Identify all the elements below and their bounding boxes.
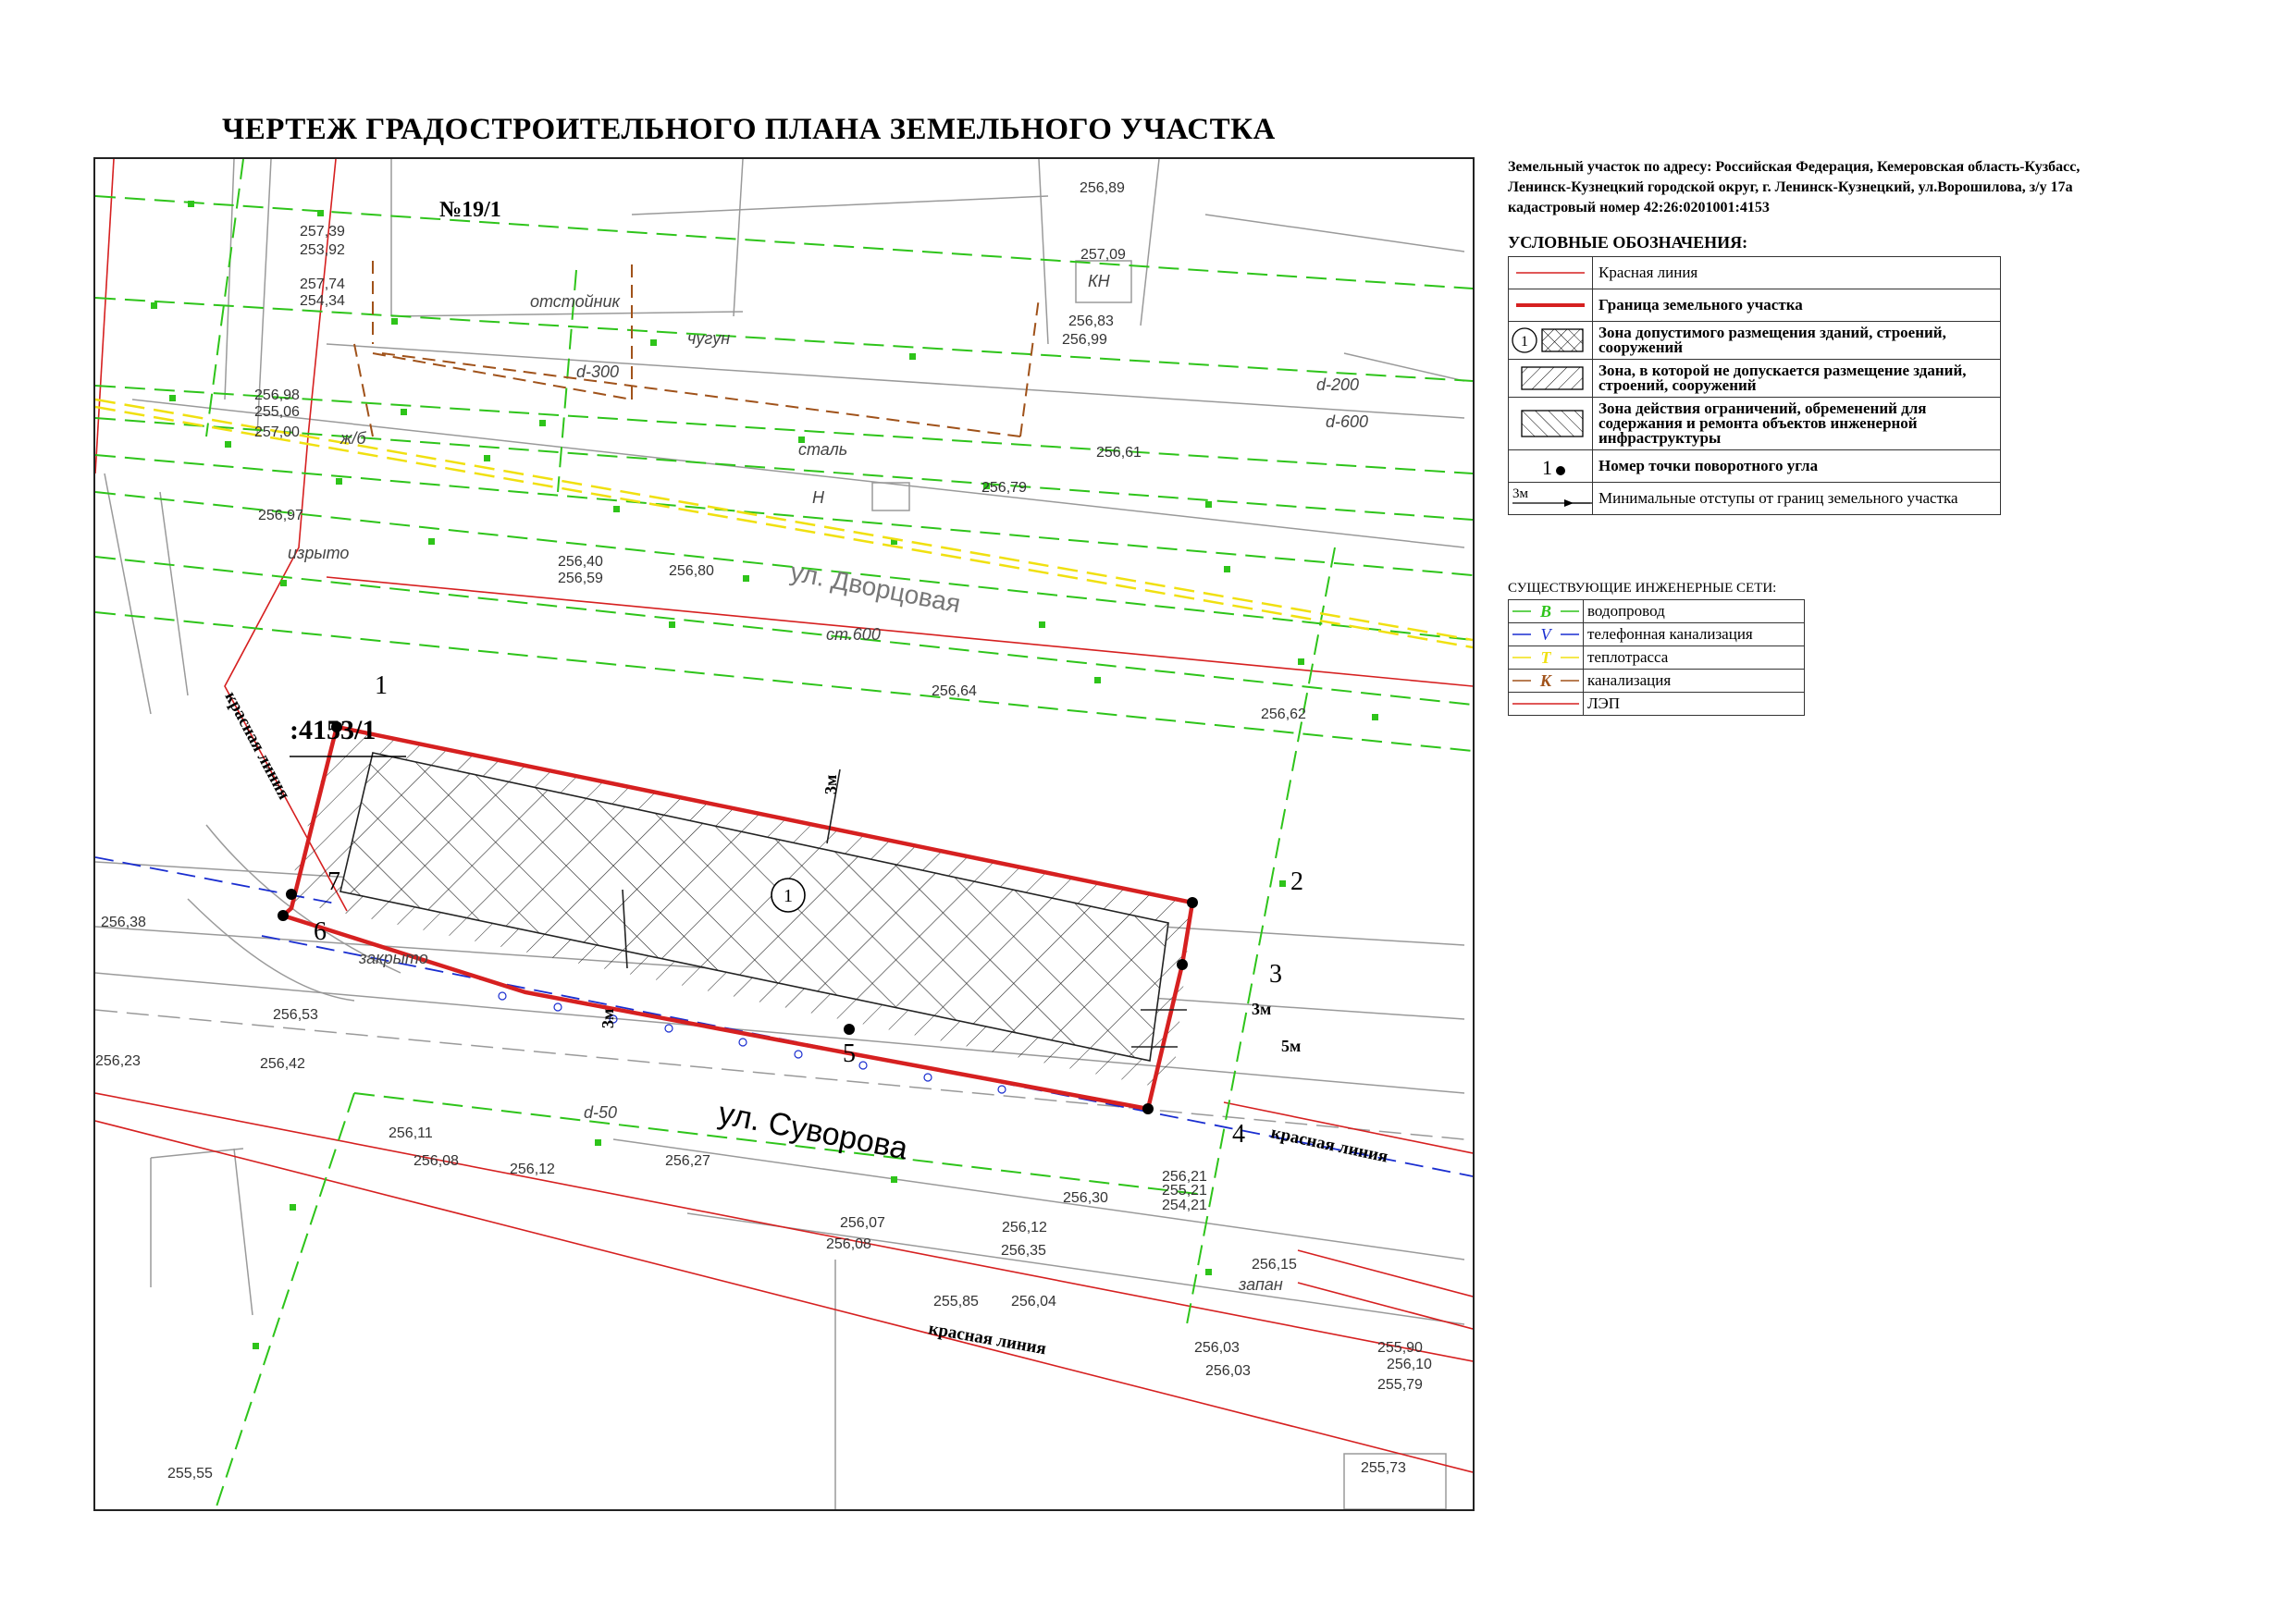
network-label: водопровод: [1584, 600, 1805, 623]
elevation: 256,04: [1011, 1294, 1056, 1309]
heat-lines: [95, 400, 1473, 647]
elevation: 256,23: [95, 1053, 141, 1069]
legend-table: [1508, 256, 2001, 515]
legend-row: [1509, 398, 2001, 450]
elevation: 255,85: [933, 1294, 979, 1309]
elevation: 256,10: [1387, 1357, 1432, 1372]
elevation: 255,21: [1162, 1183, 1207, 1199]
red-line-symbol: [1509, 257, 1593, 289]
note: изрыто: [288, 544, 350, 562]
elevation: 256,98: [254, 387, 300, 403]
point-label-6: 6: [314, 917, 327, 946]
point-label-5: 5: [843, 1039, 856, 1068]
elevation: 256,59: [558, 571, 603, 586]
networks-table: [1508, 599, 1805, 716]
setback-symbol: [1509, 483, 1593, 515]
elevation: 256,12: [510, 1162, 555, 1177]
network-label: канализация: [1584, 670, 1805, 693]
note: чугун: [687, 329, 731, 348]
page-title: ЧЕРТЕЖ ГРАДОСТРОИТЕЛЬНОГО ПЛАНА ЗЕМЕЛЬНОГО УЧАСТКА: [222, 113, 1276, 146]
elevation: 256,08: [826, 1236, 871, 1252]
elevation: 255,06: [254, 404, 300, 420]
legend-label: Красная линия: [1593, 257, 2001, 289]
elevation: 256,64: [932, 683, 977, 699]
networks-title: СУЩЕСТВУЮЩИЕ ИНЖЕНЕРНЫЕ СЕТИ:: [1508, 581, 1777, 596]
network-row: [1509, 600, 1805, 623]
point-label-3: 3: [1269, 960, 1282, 989]
elevation: 254,34: [300, 293, 345, 309]
elevation: 256,42: [260, 1056, 305, 1072]
note: сталь: [798, 440, 848, 459]
elevation: 256,15: [1252, 1257, 1297, 1273]
network-row: [1509, 646, 1805, 670]
setback-label-bottom: 3м: [599, 1008, 617, 1028]
zone-allowed: [340, 753, 1168, 1061]
elevation: 256,38: [101, 915, 146, 930]
plot-label: :4153/1: [290, 715, 376, 745]
allowed-zone-symbol: [1509, 322, 1593, 360]
elevation: 256,53: [273, 1007, 318, 1023]
legend-label: Граница земельного участка: [1593, 289, 2001, 322]
cadastral-map: [95, 159, 1473, 1509]
elevation: 256,83: [1068, 314, 1114, 329]
elevation: 256,11: [389, 1125, 433, 1141]
elevation: 256,03: [1205, 1363, 1251, 1379]
note: Н: [812, 488, 824, 507]
setback-label-corner: 5м: [1281, 1037, 1302, 1055]
legend-label: Минимальные отступы от границ земельного участка: [1593, 483, 2001, 515]
elevation: 256,08: [414, 1153, 459, 1169]
sewer-symbol: [1509, 670, 1584, 693]
parcel-address-line2: Ленинск-Кузнецкий городской округ, г. Ленинск-Кузнецкий, ул.Ворошилова, з/у 17а: [1508, 179, 2073, 195]
red-line-label-right: красная линия: [1268, 1123, 1390, 1167]
elevation: 254,21: [1162, 1198, 1207, 1213]
legend-row: [1509, 483, 2001, 515]
elevation: 256,35: [1001, 1243, 1046, 1259]
elevation: 256,07: [840, 1215, 885, 1231]
point-label-2: 2: [1290, 867, 1303, 896]
building-label: №19/1: [439, 198, 501, 222]
elevation: 256,62: [1261, 707, 1306, 722]
zone-badge-legend: 1: [1521, 334, 1528, 350]
elevation: 256,03: [1194, 1340, 1240, 1356]
setback-label-right: 3м: [1252, 1000, 1272, 1018]
elevation: 257,09: [1080, 247, 1126, 263]
street-dvortsovaya: ул. Дворцовая: [787, 557, 963, 619]
network-row: [1509, 623, 1805, 646]
elevation: 256,30: [1063, 1190, 1108, 1206]
red-line-label-bottom: красная линия: [927, 1319, 1048, 1359]
phone-letter: V: [1540, 625, 1551, 644]
point-label-1: 1: [375, 671, 388, 700]
elevation: 256,12: [1002, 1220, 1047, 1236]
note: ж/б: [340, 429, 366, 448]
water-letter: В: [1539, 602, 1552, 621]
elevation: 256,89: [1080, 180, 1125, 196]
legend-row: [1509, 450, 2001, 483]
network-label: ЛЭП: [1584, 693, 1805, 716]
elevation: 257,39: [300, 224, 345, 240]
setback-badge: 3м: [1512, 486, 1528, 501]
legend-row: [1509, 257, 2001, 289]
water-symbol: [1509, 600, 1584, 623]
elevation: 256,97: [258, 508, 303, 523]
heat-symbol: [1509, 646, 1584, 670]
elevation: 256,80: [669, 563, 714, 579]
heat-letter: Т: [1540, 648, 1551, 667]
note: ст.600: [826, 625, 881, 644]
legend-row: [1509, 360, 2001, 398]
power-line-symbol: [1509, 693, 1584, 716]
legend-label: Зона допустимого размещения зданий, строений, сооружений: [1593, 322, 2001, 360]
point-label-7: 7: [327, 867, 340, 896]
elevation: 256,21: [1162, 1169, 1207, 1185]
turning-point-symbol: [1509, 450, 1593, 483]
street-suvorova: ул. Суворова: [715, 1095, 911, 1167]
note: закрыто: [359, 949, 428, 967]
cadastral-number: кадастровый номер 42:26:0201001:4153: [1508, 200, 1770, 215]
restricted-zone-symbol: [1509, 360, 1593, 398]
note: запан: [1239, 1275, 1283, 1294]
point-label-4: 4: [1232, 1120, 1245, 1149]
red-line-label-left: красная линия: [220, 688, 294, 803]
elevation: 253,92: [300, 242, 345, 258]
legend-label: Зона, в которой не допускается размещение зданий, строений, сооружений: [1593, 360, 2001, 398]
elevation: 255,55: [167, 1466, 213, 1482]
network-label: телефонная канализация: [1584, 623, 1805, 646]
map-frame: [93, 157, 1475, 1511]
legend-row: [1509, 322, 2001, 360]
note: d-300: [576, 363, 620, 381]
note: КН: [1088, 272, 1110, 290]
network-row: [1509, 670, 1805, 693]
note: отстойник: [530, 292, 621, 311]
zone-badge: 1: [784, 886, 793, 906]
phone-symbol: [1509, 623, 1584, 646]
elevation: 256,40: [558, 554, 603, 570]
note: d-200: [1316, 375, 1360, 394]
sewer-letter: К: [1539, 671, 1552, 690]
note: d-600: [1326, 412, 1369, 431]
elevation: 255,90: [1377, 1340, 1423, 1356]
legend-label: Номер точки поворотного угла: [1593, 450, 2001, 483]
parcel-info: [1508, 157, 2155, 218]
parcel-address-line1: Земельный участок по адресу: Российская Федерация, Кемеровская область-Кузбасс,: [1508, 159, 2080, 175]
legend-row: [1509, 289, 2001, 322]
legend-label: Зона действия ограничений, обременений для содержания и ремонта объектов инженерной инфраструктуры: [1593, 398, 2001, 450]
elevation: 256,79: [981, 480, 1027, 496]
elevation: 256,99: [1062, 332, 1107, 348]
elevation: 255,73: [1361, 1460, 1406, 1476]
setback-label-top: 3м: [821, 774, 840, 794]
network-row: [1509, 693, 1805, 716]
elevation: 257,74: [300, 277, 345, 292]
elevation: 256,61: [1096, 445, 1142, 461]
legend-title: УСЛОВНЫЕ ОБОЗНАЧЕНИЯ:: [1508, 233, 1748, 252]
elevation: 257,00: [254, 424, 300, 440]
elevation: 256,27: [665, 1153, 710, 1169]
turning-point-badge: 1: [1542, 456, 1552, 479]
elevation: 255,79: [1377, 1377, 1423, 1393]
note: d-50: [584, 1103, 618, 1122]
plot-boundary-symbol: [1509, 289, 1593, 322]
network-label: теплотрасса: [1584, 646, 1805, 670]
encumbrance-zone-symbol: [1509, 398, 1593, 450]
